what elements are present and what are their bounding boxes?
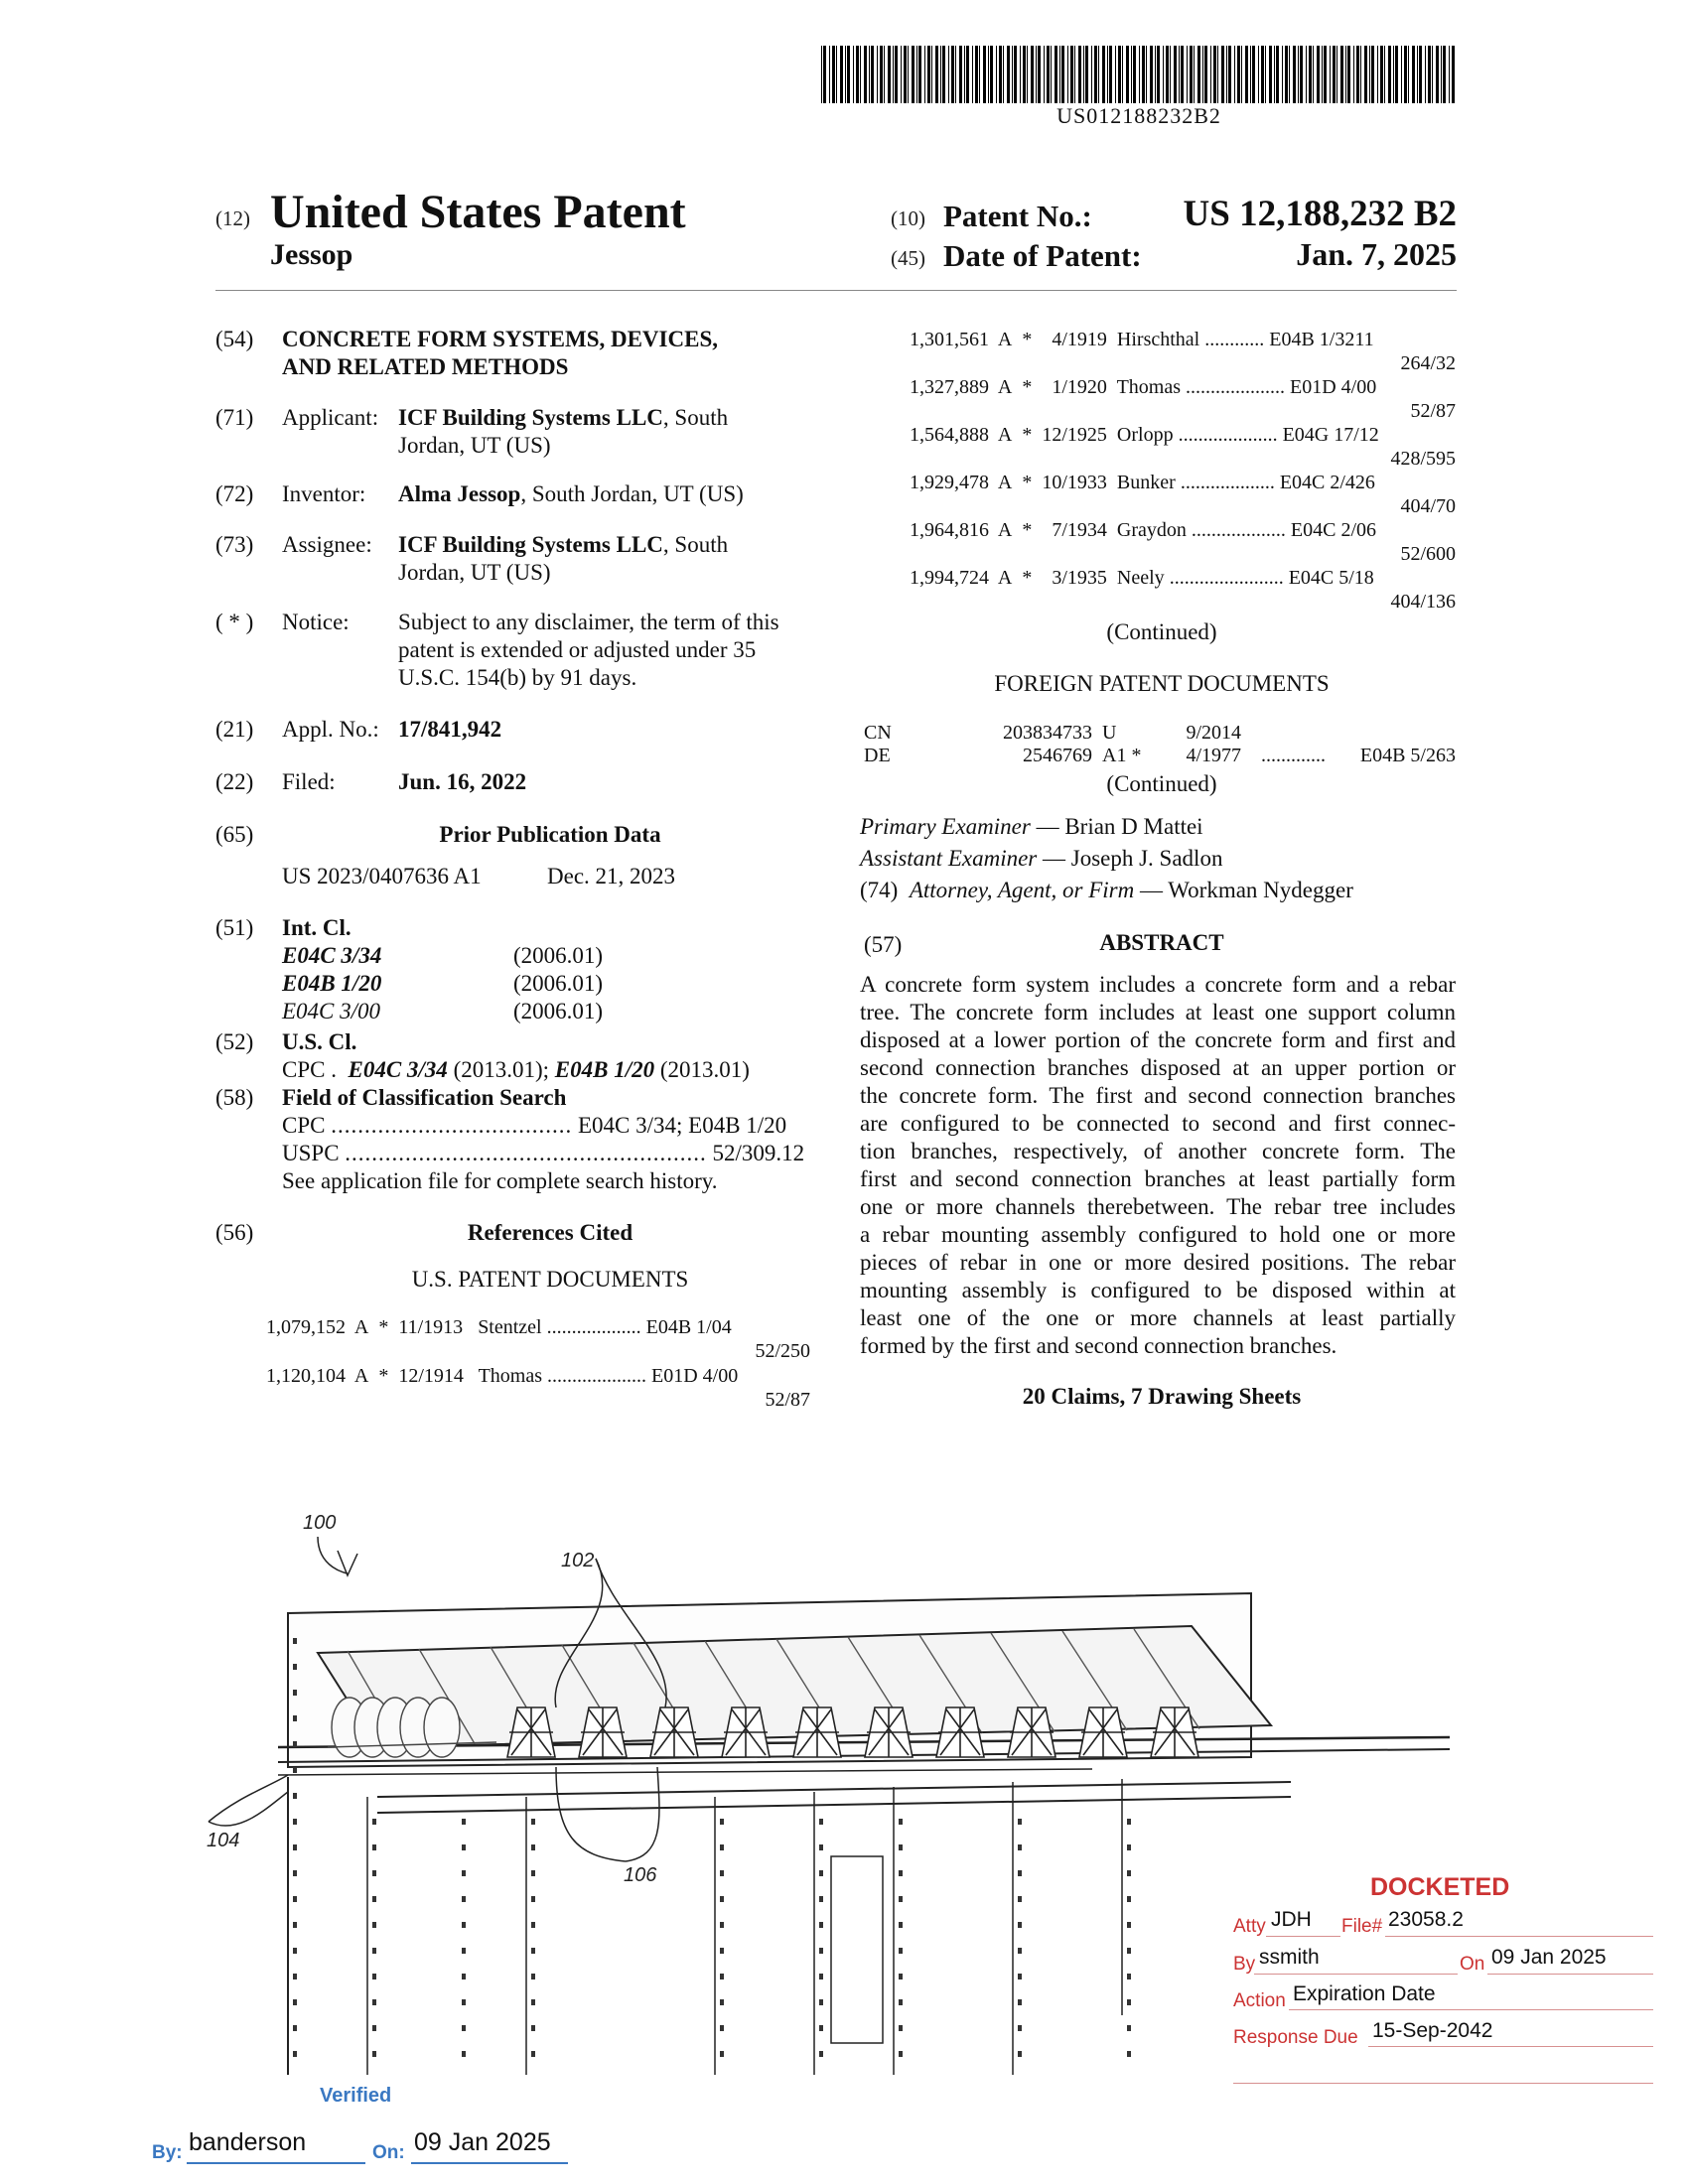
- int-cl-class: E04C 3/00: [282, 999, 381, 1024]
- abstract-line: are configured to be connected to second and first connec-: [860, 1111, 1456, 1136]
- appl-no-label: Appl. No.:: [282, 717, 379, 742]
- code-71: (71): [215, 405, 254, 430]
- foreign-country: CN: [864, 722, 892, 744]
- applicant-line1: ICF Building Systems LLC, South: [398, 405, 729, 430]
- ref-secondary-class: 428/595: [1390, 448, 1456, 470]
- field-search-uspc: USPC ...................................................... 52/309.12: [282, 1141, 805, 1165]
- patent-title: United States Patent: [270, 186, 686, 238]
- barcode: [821, 46, 1457, 103]
- stamp-action-label: Action: [1233, 1990, 1286, 2011]
- barcode-number: US012188232B2: [1056, 103, 1221, 128]
- code-22: (22): [215, 769, 254, 794]
- stamp-response-value: 15-Sep-2042: [1372, 2019, 1493, 2042]
- header-divider: [215, 290, 1457, 291]
- int-cl-version: (2006.01): [513, 999, 604, 1024]
- ref-secondary-class: 404/136: [1390, 591, 1456, 613]
- abstract-line: formed by the first and second connection branches.: [860, 1333, 1337, 1358]
- code-10: (10): [891, 206, 925, 230]
- foreign-kind: U: [1102, 722, 1117, 744]
- abstract-line: one or more channels therebetween. The rebar tree includes: [860, 1194, 1456, 1219]
- ref-secondary-class: 52/250: [755, 1340, 810, 1362]
- verified-on-value: 09 Jan 2025: [414, 2128, 551, 2156]
- invention-title-line2: AND RELATED METHODS: [282, 354, 569, 379]
- code-56: (56): [215, 1220, 254, 1245]
- code-21: (21): [215, 717, 254, 742]
- filed-date: Jun. 16, 2022: [398, 769, 527, 794]
- references-heading: References Cited: [467, 1220, 633, 1245]
- field-search-heading: Field of Classification Search: [282, 1085, 567, 1110]
- docketed-stamp-title: DOCKETED: [1370, 1873, 1510, 1901]
- stamp-file-label: File#: [1341, 1916, 1383, 1937]
- list-item: 1,120,104 A * 12/1914 Thomas .................... E01D 4/00: [266, 1365, 739, 1387]
- assignee-label: Assignee:: [282, 532, 372, 557]
- code-57: (57): [864, 932, 903, 957]
- verified-by-label: By:: [152, 2142, 183, 2163]
- stamp-by-label: By: [1233, 1954, 1256, 1975]
- claims-summary: 20 Claims, 7 Drawing Sheets: [1022, 1384, 1302, 1409]
- ref-secondary-class: 52/600: [1400, 543, 1456, 565]
- abstract-line: first and second connection branches at least partially form: [860, 1166, 1456, 1191]
- verified-on-label: On:: [372, 2142, 405, 2163]
- appl-no: 17/841,942: [398, 717, 502, 742]
- attorney-agent: (74) Attorney, Agent, or Firm — Workman Nydegger: [860, 878, 1353, 902]
- inventor-line: Alma Jessop, South Jordan, UT (US): [398, 481, 744, 506]
- notice-line2: patent is extended or adjusted under 35: [398, 637, 757, 662]
- abstract-line: second connection branches disposed at an upper portion or: [860, 1055, 1456, 1080]
- code-54: (54): [215, 327, 254, 351]
- ref-label-102: 102: [561, 1550, 595, 1571]
- ref-secondary-class: 264/32: [1400, 352, 1456, 374]
- ref-secondary-class: 52/87: [1410, 400, 1456, 422]
- list-item: 1,964,816 A * 7/1934 Graydon ................... E04C 2/06: [910, 519, 1377, 541]
- abstract-line: mounting assembly is configured to be disposed within at: [860, 1278, 1456, 1302]
- date-label: Date of Patent:: [943, 238, 1142, 273]
- int-cl-class: E04B 1/20: [282, 971, 382, 996]
- abstract-heading: ABSTRACT: [1099, 930, 1224, 955]
- code-65: (65): [215, 822, 254, 847]
- ref-secondary-class: 52/87: [765, 1389, 810, 1411]
- int-cl-class: E04C 3/34: [282, 943, 382, 968]
- abstract-line: A concrete form system includes a concrete form and a rebar: [860, 972, 1456, 997]
- patent-date: Jan. 7, 2025: [1296, 236, 1457, 272]
- foreign-date: 9/2014: [1186, 722, 1241, 744]
- foreign-country: DE: [864, 745, 891, 766]
- foreign-number: 203834733: [1003, 722, 1092, 744]
- code-52: (52): [215, 1029, 254, 1054]
- continued-foreign-refs: (Continued): [1106, 771, 1217, 796]
- notice-label: Notice:: [282, 610, 350, 634]
- code-12: (12): [215, 206, 250, 230]
- abstract-line: tion branches, respectively, of another concrete form. The: [860, 1139, 1456, 1163]
- abstract-line: tree. The concrete form includes at least one support column: [860, 1000, 1456, 1024]
- front-page-drawing: [199, 1459, 1470, 2075]
- ref-label-106: 106: [624, 1864, 657, 1886]
- us-cl-cpc-line: CPC . E04C 3/34 (2013.01); E04B 1/20 (2013.01): [282, 1057, 750, 1082]
- ref-label-100: 100: [303, 1512, 337, 1534]
- stamp-on-value: 09 Jan 2025: [1491, 1946, 1607, 1969]
- list-item: 1,079,152 A * 11/1913 Stentzel ................... E04B 1/04: [266, 1316, 732, 1338]
- list-item: 1,994,724 A * 3/1935 Neely ....................... E04C 5/18: [910, 567, 1374, 589]
- list-item: 1,929,478 A * 10/1933 Bunker ................... E04C 2/426: [910, 472, 1375, 493]
- stamp-response-label: Response Due: [1233, 2027, 1358, 2048]
- foreign-dots: .............: [1261, 745, 1326, 766]
- abstract-line: disposed at a lower portion of the concrete form and first and: [860, 1027, 1456, 1052]
- foreign-number: 2546769: [1023, 745, 1092, 766]
- abstract-line: least one of the one or more channels at least partially: [860, 1305, 1456, 1330]
- stamp-file-value: 23058.2: [1388, 1908, 1464, 1931]
- abstract-line: pieces of rebar in one or more desired positions. The rebar: [860, 1250, 1456, 1275]
- foreign-class: E04B 5/263: [1359, 745, 1456, 766]
- assignee-line1: ICF Building Systems LLC, South: [398, 532, 729, 557]
- patent-number: US 12,188,232 B2: [1183, 194, 1457, 234]
- int-cl-heading: Int. Cl.: [282, 915, 352, 940]
- inventor-label: Inventor:: [282, 481, 366, 506]
- prior-publication-number: US 2023/0407636 A1: [282, 864, 482, 888]
- code-58: (58): [215, 1085, 254, 1110]
- continued-us-refs: (Continued): [1106, 619, 1217, 644]
- code-45: (45): [891, 246, 925, 270]
- list-item: 1,564,888 A * 12/1925 Orlopp .................... E04G 17/12: [910, 424, 1379, 446]
- abstract-line: a rebar mounting assembly configured to hold one or more: [860, 1222, 1456, 1247]
- inventor-short: Jessop: [270, 238, 353, 271]
- invention-title-line1: CONCRETE FORM SYSTEMS, DEVICES,: [282, 327, 718, 351]
- notice-code: ( * ): [215, 610, 254, 634]
- int-cl-version: (2006.01): [513, 943, 604, 968]
- stamp-on-label: On: [1460, 1954, 1485, 1975]
- verified-by-value: banderson: [189, 2128, 307, 2156]
- verified-title: Verified: [320, 2085, 392, 2107]
- notice-line1: Subject to any disclaimer, the term of this: [398, 610, 779, 634]
- filed-label: Filed:: [282, 769, 336, 794]
- list-item: 1,301,561 A * 4/1919 Hirschthal ............ E04B 1/3211: [910, 329, 1374, 350]
- code-72: (72): [215, 481, 254, 506]
- notice-line3: U.S.C. 154(b) by 91 days.: [398, 665, 637, 690]
- patent-no-label: Patent No.:: [943, 199, 1092, 233]
- prior-publication-date: Dec. 21, 2023: [547, 864, 676, 888]
- stamp-atty-label: Atty: [1233, 1916, 1266, 1937]
- applicant-label: Applicant:: [282, 405, 379, 430]
- field-search-cpc: CPC .................................... E04C 3/34; E04B 1/20: [282, 1113, 787, 1138]
- field-search-note: See application file for complete search history.: [282, 1168, 718, 1193]
- us-patent-docs-heading: U.S. PATENT DOCUMENTS: [411, 1267, 689, 1292]
- foreign-kind: A1 *: [1102, 745, 1142, 766]
- code-51: (51): [215, 915, 254, 940]
- ref-secondary-class: 404/70: [1400, 495, 1456, 517]
- abstract-line: the concrete form. The first and second connection branches: [860, 1083, 1456, 1108]
- foreign-patent-docs-heading: FOREIGN PATENT DOCUMENTS: [994, 671, 1330, 696]
- prior-publication-heading: Prior Publication Data: [439, 822, 661, 847]
- code-73: (73): [215, 532, 254, 557]
- int-cl-version: (2006.01): [513, 971, 604, 996]
- stamp-by-value: ssmith: [1259, 1946, 1320, 1969]
- abstract-text: [860, 971, 1456, 1360]
- us-cl-heading: U.S. Cl.: [282, 1029, 357, 1054]
- stamp-action-value: Expiration Date: [1293, 1982, 1436, 2005]
- foreign-date: 4/1977: [1186, 745, 1241, 766]
- stamp-atty-value: JDH: [1271, 1908, 1312, 1931]
- primary-examiner: Primary Examiner — Brian D Mattei: [860, 814, 1203, 839]
- assistant-examiner: Assistant Examiner — Joseph J. Sadlon: [860, 846, 1223, 871]
- applicant-line2: Jordan, UT (US): [398, 433, 551, 458]
- list-item: 1,327,889 A * 1/1920 Thomas .................... E01D 4/00: [910, 376, 1377, 398]
- assignee-line2: Jordan, UT (US): [398, 560, 551, 585]
- ref-label-104: 104: [207, 1830, 240, 1851]
